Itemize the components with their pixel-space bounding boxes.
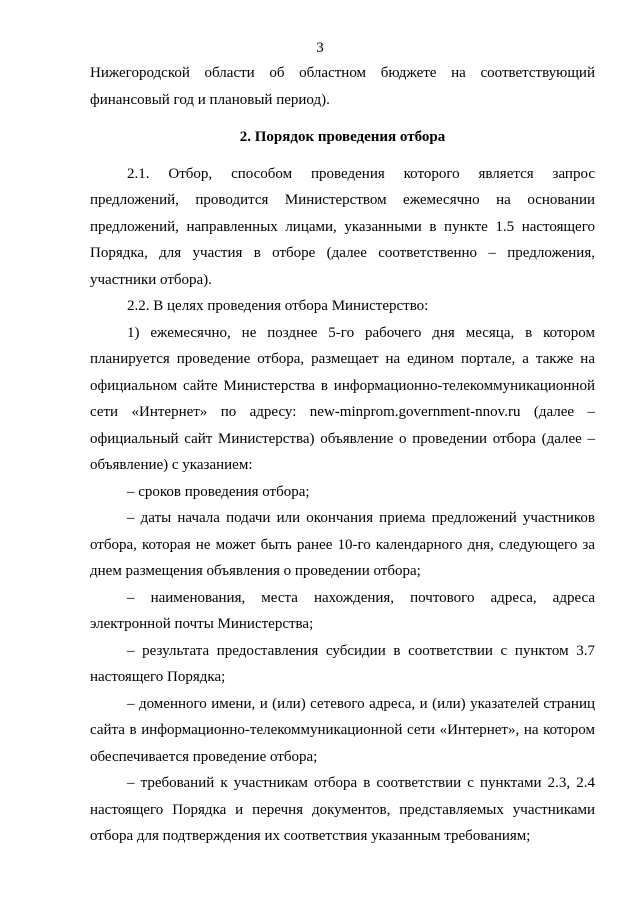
list-item-ministry-contacts: – наименования, места нахождения, почтового адреса, адреса электронной почты Министерства; bbox=[90, 589, 595, 632]
list-item-domain: – доменного имени, и (или) сетевого адреса, и (или) указателей страниц сайта в информационно-телекоммуникационной сети «Интернет», на котором обеспечивается проведение отбора; bbox=[90, 695, 595, 765]
paragraph-item-1: 1) ежемесячно, не позднее 5-го рабочего дня месяца, в котором планируется проведение отбора, размещает на едином портале, а также на официальном сайте Министерства в информационно-телекоммуникационной сети «Интернет» по адресу: new-minprom.government-nnov.ru (далее – официальный сайт Министерства) объявление о проведении отбора (далее – объявление) с указанием: bbox=[90, 324, 595, 473]
paragraph-2-1: 2.1. Отбор, способом проведения которого является запрос предложений, проводится Министерством ежемесячно на основании предложений, направленных лицами, указанными в пункте 1.5 настоящего Порядка, для участия в отборе (далее соответственно – предложения, участники отбора). bbox=[90, 165, 595, 288]
list-item-deadlines: – сроков проведения отбора; bbox=[127, 483, 310, 500]
page-number: 3 bbox=[316, 40, 324, 56]
list-item-requirements: – требований к участникам отбора в соответствии с пунктами 2.3, 2.4 настоящего Порядка и перечня документов, представляемых участниками отбора для подтверждения их соответствия указанным требованиям; bbox=[90, 775, 595, 844]
continued-paragraph: Нижегородской области об областном бюджете на соответствующий финансовый год и плановый период). bbox=[90, 65, 595, 108]
section-heading: 2. Порядок проведения отбора bbox=[239, 129, 446, 145]
document-body bbox=[90, 60, 595, 850]
list-item-dates: – даты начала подачи или окончания приема предложений участников отбора, которая не может быть ранее 10-го календарного дня, следующего за днем размещения объявления о проведении отбора; bbox=[90, 510, 595, 579]
list-item-subsidy-result: – результата предоставления субсидии в соответствии с пунктом 3.7 настоящего Порядка; bbox=[90, 642, 595, 685]
paragraph-2-2: 2.2. В целях проведения отбора Министерство: bbox=[127, 298, 429, 314]
